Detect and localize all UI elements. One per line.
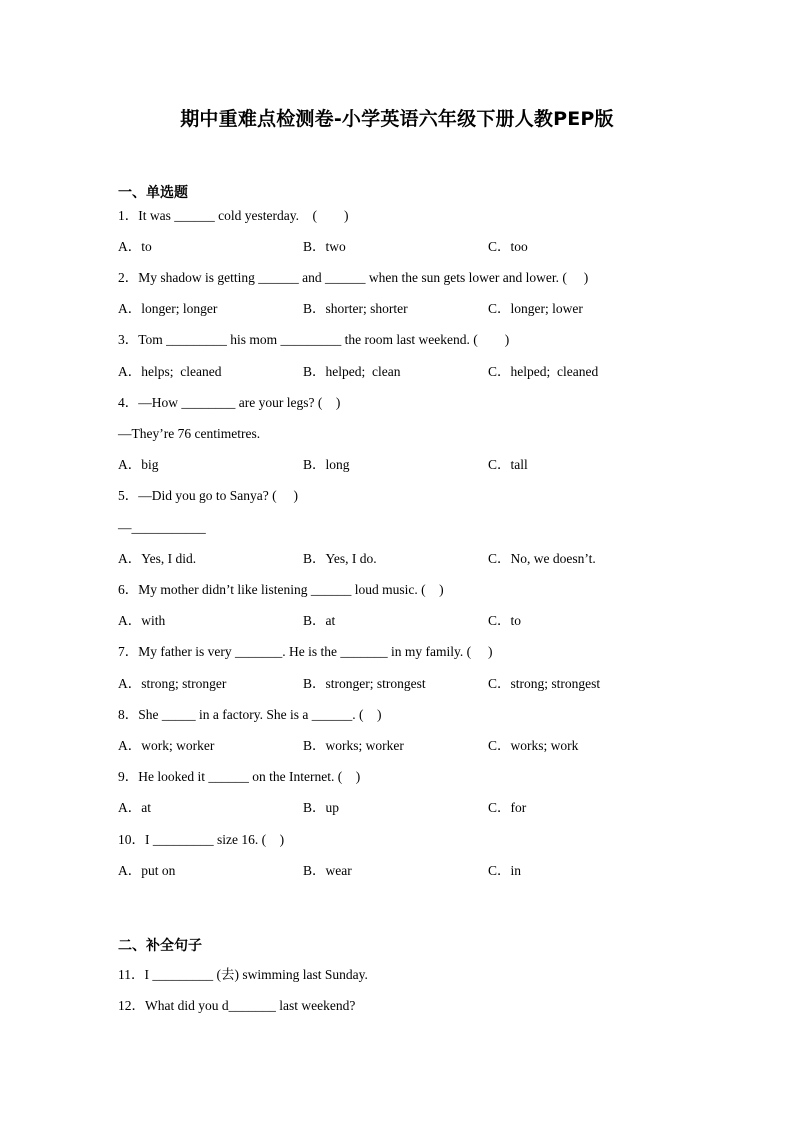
- option-a: A．work; worker: [118, 738, 215, 753]
- option-a: A．at: [118, 800, 151, 815]
- question-9-options: [118, 799, 718, 817]
- option-a: A．longer; longer: [118, 301, 218, 316]
- option-b: B．long: [303, 457, 350, 472]
- option-a: A．strong; stronger: [118, 676, 227, 691]
- question-6-options: [118, 612, 718, 630]
- question-6-stem: 6．My mother didn’t like listening ______ loud music. ( ): [118, 582, 444, 597]
- option-b: B．Yes, I do.: [303, 551, 377, 566]
- option-c: C．helped; cleaned: [488, 364, 599, 379]
- question-1-stem: 1．It was ______ cold yesterday. ( ): [118, 208, 349, 223]
- option-b: B．up: [303, 800, 340, 815]
- option-b: B．stronger; strongest: [303, 676, 426, 691]
- option-c: C．strong; strongest: [488, 676, 601, 691]
- option-b: B．two: [303, 239, 346, 254]
- option-a: A．put on: [118, 863, 176, 878]
- option-b: B．at: [303, 613, 336, 628]
- question-8-stem: 8．She _____ in a factory. She is a ______. ( ): [118, 707, 382, 722]
- option-b: B．works; worker: [303, 738, 404, 753]
- question-4-dialogue: —They’re 76 centimetres.: [118, 426, 261, 441]
- question-2-options: [118, 300, 718, 318]
- option-a: A．with: [118, 613, 166, 628]
- question-5-answer-blank: —___________: [118, 520, 206, 535]
- question-4-stem: 4．—How ________ are your legs? ( ): [118, 395, 341, 410]
- option-b: B．shorter; shorter: [303, 301, 408, 316]
- section-heading-single-choice: 一、单选题: [118, 185, 188, 201]
- question-11-stem: 11．I _________ (去) swimming last Sunday.: [118, 967, 368, 982]
- document-title: 期中重难点检测卷-小学英语六年级下册人教PEP版: [180, 108, 614, 130]
- question-10-stem: 10．I _________ size 16. ( ): [118, 832, 285, 847]
- option-a: A．to: [118, 239, 152, 254]
- option-c: C．works; work: [488, 738, 579, 753]
- option-b: B．helped; clean: [303, 364, 401, 379]
- question-8-options: [118, 737, 718, 755]
- option-a: A．big: [118, 457, 159, 472]
- option-c: C．tall: [488, 457, 528, 472]
- option-c: C．for: [488, 800, 527, 815]
- question-4-options: [118, 456, 718, 474]
- option-b: B．wear: [303, 863, 352, 878]
- question-5-options: [118, 550, 718, 568]
- option-c: C．No, we doesn’t.: [488, 551, 596, 566]
- question-10-options: [118, 862, 718, 880]
- question-9-stem: 9．He looked it ______ on the Internet. ( ): [118, 769, 361, 784]
- option-c: C．longer; lower: [488, 301, 583, 316]
- option-c: C．in: [488, 863, 522, 878]
- section-heading-complete-sentences: 二、补全句子: [118, 938, 202, 954]
- question-5-stem: 5．—Did you go to Sanya? ( ): [118, 488, 298, 503]
- question-1-options: [118, 238, 718, 256]
- option-c: C．too: [488, 239, 528, 254]
- option-c: C．to: [488, 613, 522, 628]
- option-a: A．helps; cleaned: [118, 364, 222, 379]
- question-2-stem: 2．My shadow is getting ______ and ______ when the sun gets lower and lower. ( ): [118, 270, 589, 285]
- option-a: A．Yes, I did.: [118, 551, 197, 566]
- question-3-options: [118, 363, 718, 381]
- question-7-stem: 7．My father is very _______. He is the _______ in my family. ( ): [118, 644, 493, 659]
- question-7-options: [118, 675, 718, 693]
- question-12-stem: 12．What did you d_______ last weekend?: [118, 998, 356, 1013]
- question-3-stem: 3．Tom _________ his mom _________ the room last weekend. ( ): [118, 332, 510, 347]
